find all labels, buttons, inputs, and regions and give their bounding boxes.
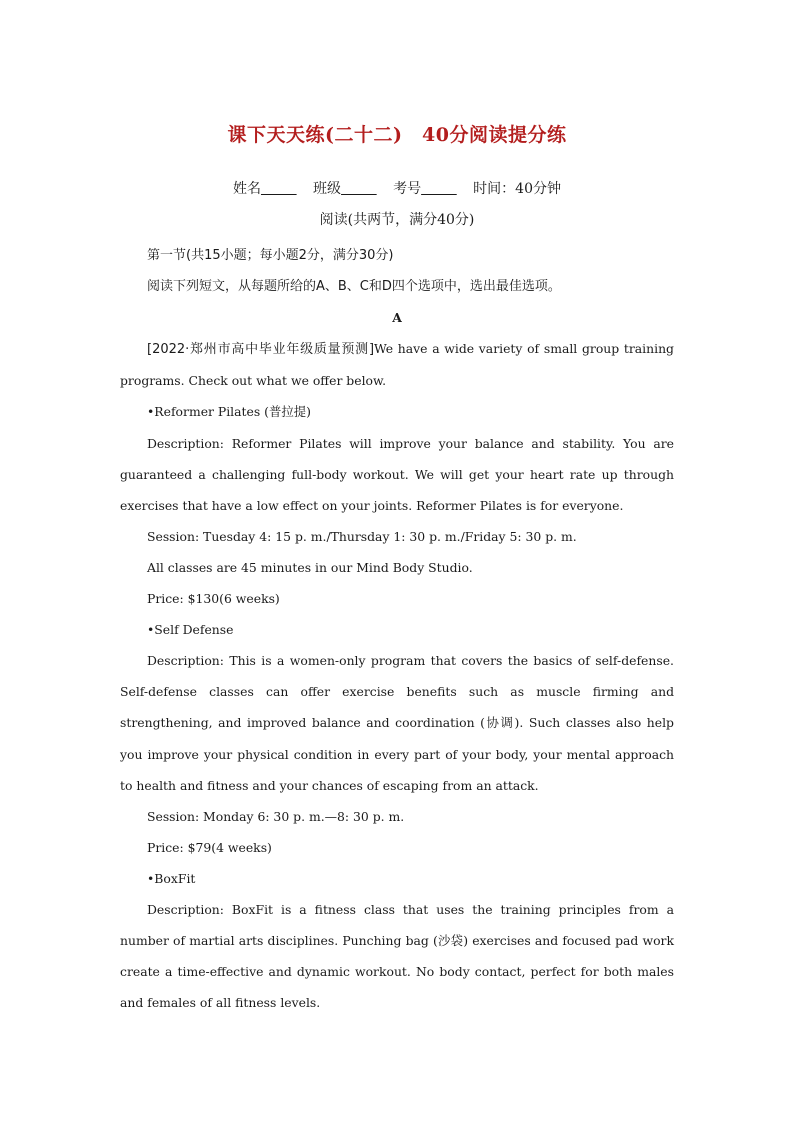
boxfit-description: Description: BoxFit is a fitness class that uses the training principles from a number of martial arts disciplines. Punching bag (沙袋) exercises and focused pad work create a time-effective and dynamic workout. No body contact, perfect for both males and females of all fitness levels. [120, 901, 674, 1011]
document-body [120, 240, 674, 1018]
intro-paragraph [120, 333, 674, 396]
class-blank [341, 181, 377, 197]
pilates-description: Description: Reformer Pilates will improve your balance and stability. You are guaranteed a challenging full-body workout. We will get your heart rate up through exercises that have a low effect on your joints. Reformer Pilates is for everyone. [120, 435, 674, 513]
pilates-price: Price: $130(6 weeks) [147, 591, 280, 607]
number-label: 考号 [393, 181, 422, 197]
pilates-note: All classes are 45 minutes in our Mind Body Studio. [147, 559, 473, 575]
class-field [313, 181, 377, 197]
pilates-session: Session: Tuesday 4: 15 p. m./Thursday 1: 30 p. m./Friday 5: 30 p. m. [147, 528, 577, 544]
page-title: 课下天天练(二十二) 40分阅读提分练 [227, 124, 567, 146]
pilates-heading: •Reformer Pilates (普拉提) [147, 404, 311, 420]
student-info-line [0, 178, 794, 198]
intro-source: [2022·郑州市高中毕业年级质量预测] [147, 342, 375, 358]
intro-text: We have a wide variety of small group training programs. Check out what we offer below. [120, 341, 674, 389]
section-one-heading: 第一节(共15小题；每小题2分，满分30分) [147, 248, 394, 263]
time-limit: 时间：40分钟 [473, 181, 561, 197]
self-defense-description: Description: This is a women-only program that covers the basics of self-defense. Self-defense classes can offer exercise benefits such as muscle firming and strengthening, and improved balance and coordination (协调). Such classes also help you improve your physical condition in every part of your body, your mental approach to health and fitness and your chances of escaping from an attack. [120, 653, 674, 793]
name-blank [261, 181, 297, 197]
number-field [393, 181, 457, 197]
boxfit-heading: •BoxFit [147, 870, 196, 886]
instruction-text: 阅读下列短文，从每题所给的A、B、C和D四个选项中，选出最佳选项。 [147, 279, 561, 295]
passage-label: A [392, 310, 402, 326]
self-defense-heading: •Self Defense [147, 622, 234, 638]
reading-subheading: 阅读(共两节，满分40分) [319, 212, 475, 228]
name-field [233, 181, 297, 197]
name-label: 姓名 [232, 181, 261, 197]
number-blank [421, 181, 457, 197]
self-defense-session: Session: Monday 6: 30 p. m.—8: 30 p. m. [147, 808, 405, 824]
self-defense-price: Price: $79(4 weeks) [147, 839, 272, 855]
class-label: 班级 [313, 181, 342, 197]
